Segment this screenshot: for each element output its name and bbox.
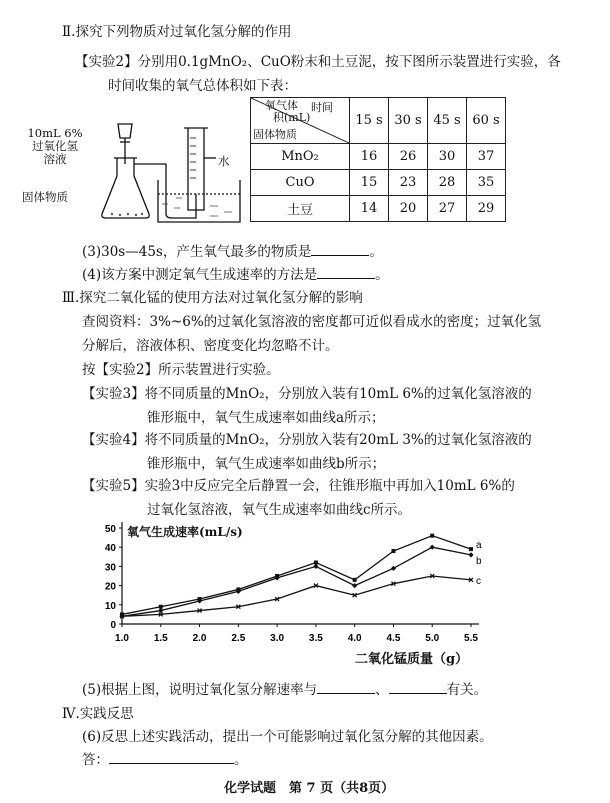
time-header: 60 s	[467, 98, 506, 144]
apparatus-diagram	[70, 118, 250, 230]
answer-blank[interactable]	[311, 242, 369, 257]
question-5: (5)根据上图，说明过氧化氢分解速率与 、 有关。	[82, 678, 487, 698]
oxygen-volume-table	[250, 97, 506, 222]
section-3-heading: Ⅲ.探究二氧化锰的使用方法对过氧化氢分解的影响	[62, 290, 363, 306]
exp5-line2: 过氧化氢溶液，氧气生成速率如曲线c所示。	[147, 502, 412, 518]
reference-line2: 分解后，溶液体积、密度变化均忽略不计。	[82, 338, 339, 354]
label-water: 水	[218, 154, 230, 168]
series-label-b: b	[476, 555, 482, 567]
exp2-text-line1: 【实验2】分别用0.1gMnO₂、CuO粉末和土豆泥，按下图所示装置进行实验，各	[75, 54, 561, 70]
table-row: CuO 15 23 28 35	[251, 170, 506, 196]
series-line-a	[122, 536, 471, 615]
label-solid: 固体物质	[22, 190, 68, 204]
exp5-line1: 【实验5】实验3中反应完全后静置一会，往锥形瓶中再加入10mL 6%的	[82, 478, 515, 494]
exp3-line1: 【实验3】将不同质量的MnO₂，分别放入装有10mL 6%的过氧化氢溶液的	[82, 386, 532, 402]
reference-line1: 查阅资料：3%~6%的过氧化氢溶液的密度都可近似看成水的密度；过氧化氢	[82, 314, 542, 330]
x-tick-label: 2.5	[231, 633, 246, 644]
series-label-a: a	[476, 540, 482, 552]
y-tick-label: 40	[104, 543, 116, 555]
answer-blank[interactable]	[109, 750, 234, 765]
x-tick-label: 1.0	[115, 633, 129, 644]
data-point-b	[430, 545, 435, 550]
data-point-a	[430, 534, 434, 538]
answer-blank[interactable]	[317, 265, 375, 280]
exp4-line2: 锥形瓶中，氧气生成速率如曲线b所示；	[147, 456, 386, 472]
y-tick-label: 50	[104, 524, 116, 535]
question-3: (3)30s—45s，产生氧气最多的物质是 。	[82, 240, 383, 260]
exp2-text-line2: 时间收集的氧气总体积如下表：	[108, 78, 297, 94]
section-4-heading: Ⅳ.实践反思	[62, 706, 134, 722]
data-point-a	[391, 549, 395, 553]
question-6: (6)反思上述实践活动，提出一个可能影响过氧化氢分解的其他因素。	[82, 729, 493, 745]
data-point-b	[391, 566, 396, 571]
data-point-a	[353, 578, 357, 582]
answer-blank[interactable]	[389, 680, 447, 695]
rate-chart-svg	[96, 518, 496, 668]
table-row: 土豆 14 20 27 29	[251, 196, 506, 222]
exp4-line1: 【实验4】将不同质量的MnO₂，分别放入装有20mL 3%的过氧化氢溶液的	[82, 432, 532, 448]
label-solution: 10mL 6% 过氧化氢 溶液	[27, 126, 83, 166]
series-line-b	[122, 547, 471, 616]
x-tick-label: 5.0	[425, 633, 440, 644]
chart-xlabel: 二氧化锰质量（g）	[355, 652, 469, 667]
data-point-a	[469, 547, 473, 551]
press-instruction: 按【实验2】所示装置进行实验。	[82, 362, 280, 378]
page-footer: 化学试题 第 7 页（共8页）	[224, 781, 395, 796]
y-tick-label: 20	[104, 581, 116, 593]
data-point-b	[352, 583, 357, 588]
table-corner-cell: 氧气体 时间 积(mL) 固体物质	[251, 98, 350, 144]
table-row: MnO₂ 16 26 30 37	[251, 144, 506, 170]
x-tick-label: 3.5	[308, 633, 323, 644]
x-tick-label: 1.5	[153, 633, 168, 644]
data-point-b	[468, 552, 473, 557]
answer-line: 答： 。	[82, 748, 248, 768]
y-tick-label: 10	[104, 600, 116, 612]
data-point-b	[313, 564, 318, 569]
time-header: 45 s	[428, 98, 467, 144]
time-header: 15 s	[350, 98, 389, 144]
x-tick-label: 4.0	[347, 633, 362, 644]
section-2-heading: Ⅱ.探究下列物质对过氧化氢分解的作用	[62, 24, 292, 40]
answer-blank[interactable]	[317, 680, 375, 695]
y-tick-label: 0	[110, 620, 116, 631]
time-header: 30 s	[389, 98, 428, 144]
x-tick-label: 4.5	[386, 633, 401, 644]
y-tick-label: 30	[104, 562, 116, 574]
chart-ylabel: 氧气生成速率(mL/s)	[127, 525, 243, 539]
x-tick-label: 3.0	[270, 633, 285, 644]
x-tick-label: 5.5	[464, 633, 478, 644]
x-tick-label: 2.0	[192, 633, 207, 644]
question-4: (4)该方案中测定氧气生成速率的方法是 。	[82, 263, 389, 283]
series-label-c: c	[476, 575, 481, 587]
series-line-c	[122, 576, 471, 616]
exp3-line2: 锥形瓶中，氧气生成速率如曲线a所示；	[147, 410, 385, 426]
